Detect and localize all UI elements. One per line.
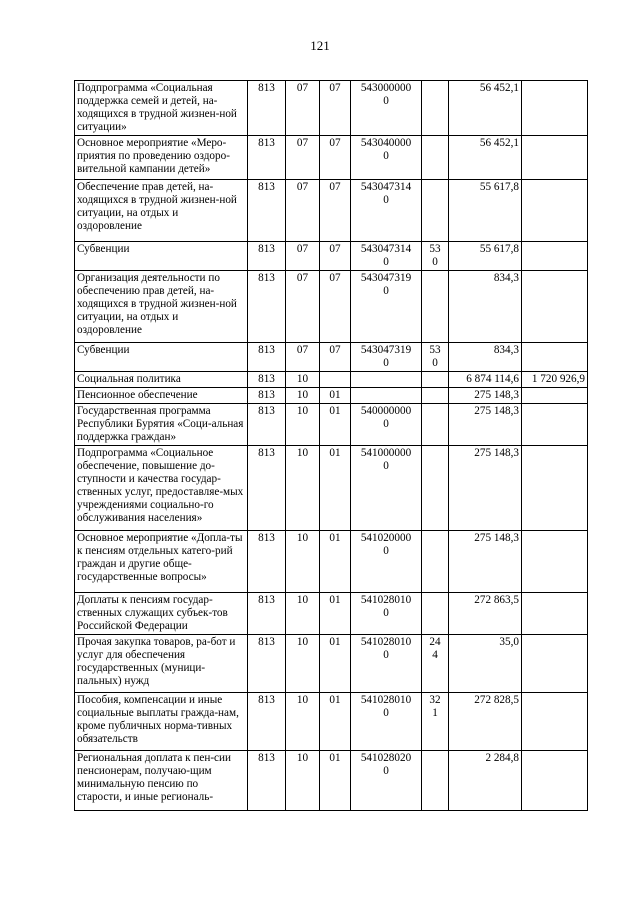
row-amount-2 [522,136,588,180]
row-section: 07 [286,136,320,180]
row-section: 10 [286,593,320,635]
row-target-code: 541028010 0 [351,593,422,635]
row-amount-1: 55 617,8 [449,180,522,242]
table-row [75,446,588,531]
budget-table-body [75,81,588,811]
row-amount-2 [522,343,588,372]
row-amount-2 [522,242,588,271]
row-amount-1: 35,0 [449,635,522,693]
row-target-code: 543047314 0 [351,180,422,242]
row-ministry: 813 [248,635,286,693]
row-name: Пенсионное обеспечение [75,388,248,404]
table-row [75,81,588,136]
row-expense-type [422,271,449,343]
page-number: 121 [310,38,330,53]
row-ministry: 813 [248,751,286,811]
row-target-code [351,372,422,388]
row-amount-2 [522,180,588,242]
row-amount-2: 1 720 926,9 [522,372,588,388]
row-section: 07 [286,343,320,372]
table-row [75,404,588,446]
row-target-code: 543047319 0 [351,343,422,372]
row-ministry: 813 [248,81,286,136]
row-subsection: 01 [320,635,351,693]
row-name: Социальная политика [75,372,248,388]
row-amount-1: 55 617,8 [449,242,522,271]
row-subsection: 07 [320,343,351,372]
row-subsection: 07 [320,242,351,271]
row-expense-type: 24 4 [422,635,449,693]
row-subsection: 01 [320,693,351,751]
row-amount-2 [522,593,588,635]
row-ministry: 813 [248,343,286,372]
row-target-code: 541028010 0 [351,635,422,693]
row-section: 10 [286,404,320,446]
row-subsection: 01 [320,388,351,404]
table-row [75,343,588,372]
row-ministry: 813 [248,242,286,271]
row-expense-type: 32 1 [422,693,449,751]
row-name: Пособия, компенсации и иные социальные выплаты гражда-нам, кроме публичных норма-тивных обязательств [75,693,248,751]
row-expense-type: 53 0 [422,242,449,271]
row-amount-1: 275 148,3 [449,531,522,593]
row-name: Государственная программа Республики Бурятия «Соци-альная поддержка граждан» [75,404,248,446]
table-row [75,136,588,180]
row-subsection: 01 [320,446,351,531]
row-expense-type: 53 0 [422,343,449,372]
row-ministry: 813 [248,593,286,635]
table-row [75,635,588,693]
row-amount-2 [522,635,588,693]
row-amount-1: 275 148,3 [449,446,522,531]
row-ministry: 813 [248,446,286,531]
budget-table [74,80,588,811]
row-section: 10 [286,446,320,531]
row-target-code: 541020000 0 [351,531,422,593]
row-expense-type [422,388,449,404]
row-name: Субвенции [75,343,248,372]
row-amount-1: 6 874 114,6 [449,372,522,388]
row-target-code: 541028020 0 [351,751,422,811]
row-target-code: 543040000 0 [351,136,422,180]
row-section: 10 [286,693,320,751]
row-name: Субвенции [75,242,248,271]
row-expense-type [422,446,449,531]
row-subsection: 07 [320,271,351,343]
row-ministry: 813 [248,404,286,446]
row-expense-type [422,593,449,635]
row-section: 10 [286,751,320,811]
row-section: 10 [286,635,320,693]
row-target-code: 541028010 0 [351,693,422,751]
row-name: Организация деятельности по обеспечению прав детей, на-ходящихся в трудной жизнен-ной ситуации, на отдых и оздоровление [75,271,248,343]
row-subsection [320,372,351,388]
row-name: Региональная доплата к пен-сии пенсионерам, получаю-щим минимальную пенсию по старости, и иные региональ- [75,751,248,811]
row-expense-type [422,531,449,593]
row-amount-2 [522,404,588,446]
row-subsection: 01 [320,593,351,635]
row-amount-2 [522,446,588,531]
row-subsection: 01 [320,404,351,446]
row-name: Доплаты к пенсиям государ-ственных служащих субъек-тов Российской Федерации [75,593,248,635]
row-name: Основное мероприятие «Меро-приятия по проведению оздоро-вительной кампании детей» [75,136,248,180]
row-amount-2 [522,751,588,811]
row-amount-1: 834,3 [449,343,522,372]
row-section: 10 [286,372,320,388]
table-row [75,593,588,635]
row-target-code: 543000000 0 [351,81,422,136]
table-row [75,271,588,343]
row-expense-type [422,136,449,180]
row-amount-2 [522,388,588,404]
row-amount-1: 272 828,5 [449,693,522,751]
row-amount-1: 56 452,1 [449,136,522,180]
table-row [75,751,588,811]
row-amount-1: 275 148,3 [449,404,522,446]
row-amount-2 [522,531,588,593]
row-target-code [351,388,422,404]
table-row [75,388,588,404]
row-ministry: 813 [248,531,286,593]
row-name: Подпрограмма «Социальная поддержка семей и детей, на-ходящихся в трудной жизнен-ной ситуации» [75,81,248,136]
row-expense-type [422,372,449,388]
row-ministry: 813 [248,271,286,343]
row-expense-type [422,404,449,446]
table-row [75,180,588,242]
row-ministry: 813 [248,693,286,751]
row-subsection: 01 [320,751,351,811]
row-expense-type [422,180,449,242]
row-amount-2 [522,271,588,343]
table-row [75,693,588,751]
row-target-code: 541000000 0 [351,446,422,531]
row-amount-1: 56 452,1 [449,81,522,136]
table-row [75,531,588,593]
row-section: 07 [286,242,320,271]
row-amount-1: 272 863,5 [449,593,522,635]
row-section: 07 [286,81,320,136]
row-section: 07 [286,180,320,242]
row-expense-type [422,81,449,136]
row-name: Обеспечение прав детей, на-ходящихся в трудной жизнен-ной ситуации, на отдых и оздоровление [75,180,248,242]
row-ministry: 813 [248,180,286,242]
row-ministry: 813 [248,372,286,388]
row-section: 07 [286,271,320,343]
row-target-code: 540000000 0 [351,404,422,446]
row-ministry: 813 [248,136,286,180]
row-subsection: 07 [320,81,351,136]
row-name: Прочая закупка товаров, ра-бот и услуг для обеспечения государственных (муници-пальных) нужд [75,635,248,693]
table-row [75,372,588,388]
row-amount-2 [522,693,588,751]
row-amount-2 [522,81,588,136]
row-section: 10 [286,388,320,404]
row-ministry: 813 [248,388,286,404]
row-target-code: 543047319 0 [351,271,422,343]
row-amount-1: 275 148,3 [449,388,522,404]
row-expense-type [422,751,449,811]
table-row [75,242,588,271]
row-section: 10 [286,531,320,593]
row-name: Основное мероприятие «Допла-ты к пенсиям отдельных катего-рий граждан и другие обще-государственные вопросы» [75,531,248,593]
row-subsection: 07 [320,180,351,242]
row-amount-1: 2 284,8 [449,751,522,811]
row-subsection: 07 [320,136,351,180]
row-amount-1: 834,3 [449,271,522,343]
row-name: Подпрограмма «Социальное обеспечение, повышение до-ступности и качества государ-ственных услуг, предоставляе-мых учреждениями социально-го обслуживания населения» [75,446,248,531]
row-subsection: 01 [320,531,351,593]
row-target-code: 543047314 0 [351,242,422,271]
